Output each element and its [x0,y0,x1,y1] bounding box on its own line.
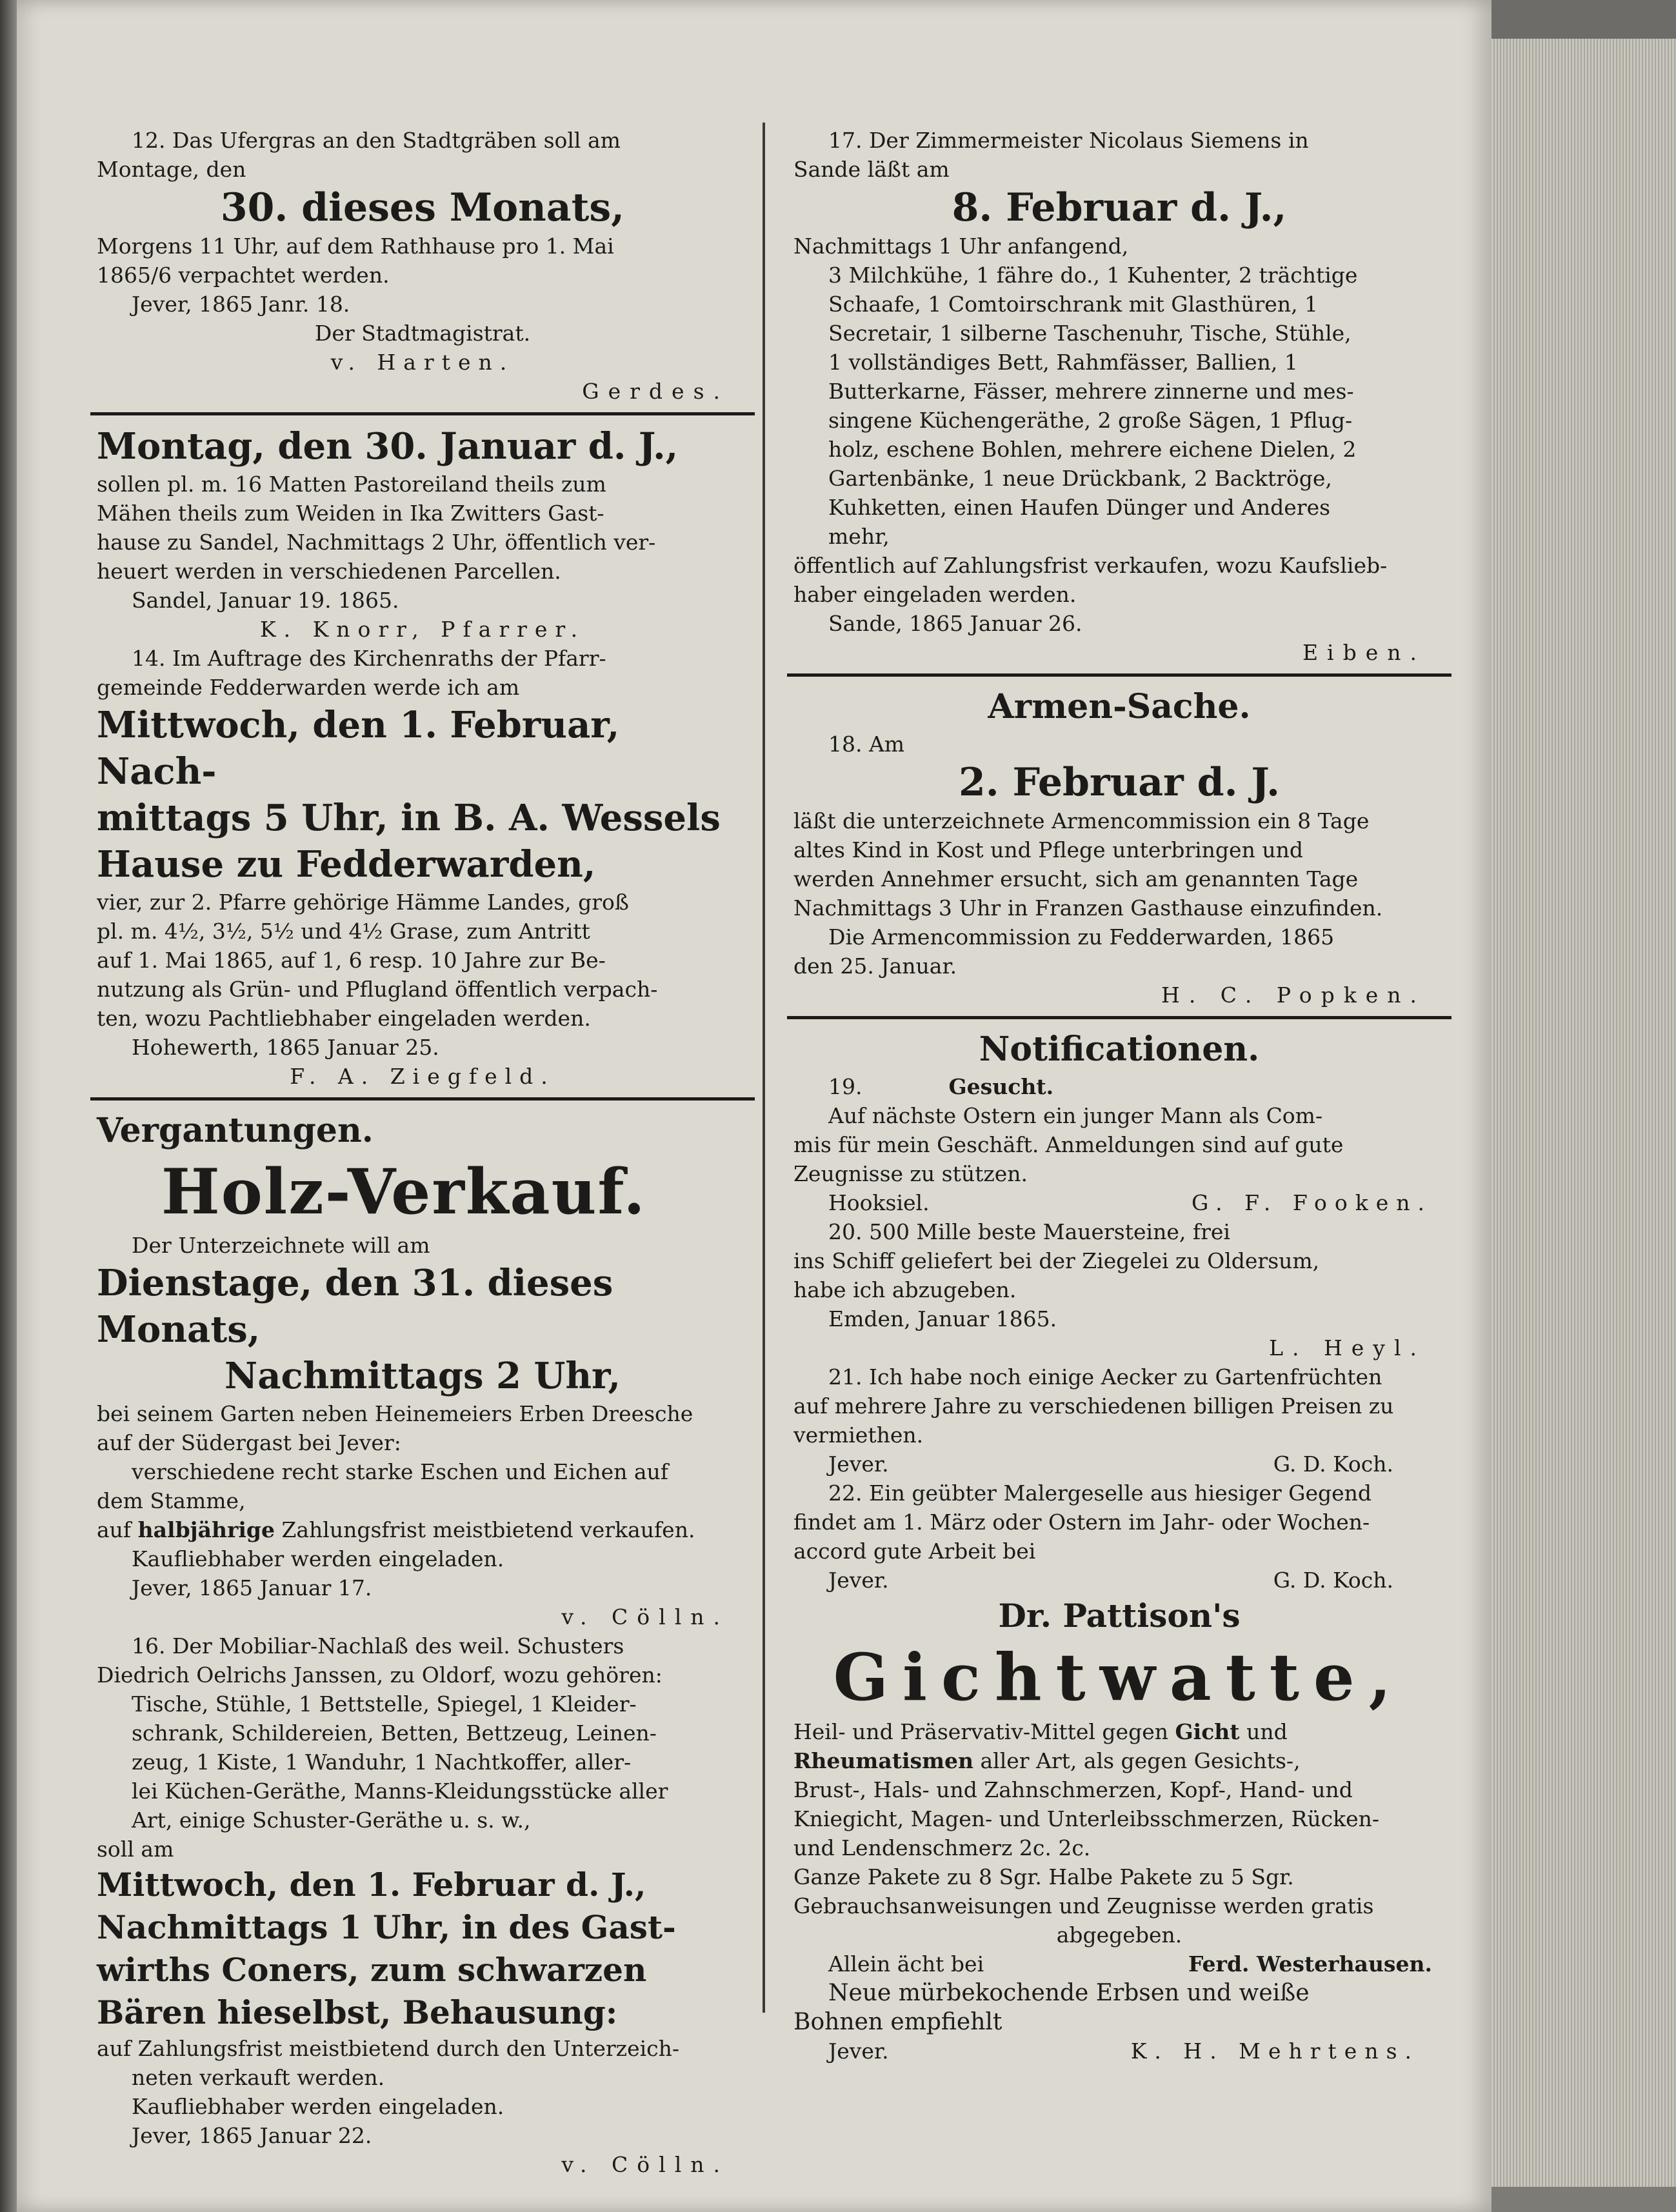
text-line: verschiedene recht starke Eschen und Eichen auf [132,1459,669,1484]
gichtwatte-advertisement [793,1595,1445,1978]
text-line: Nachmittags 3 Uhr in Franzen Gasthause einzufinden. [793,895,1383,921]
text-line: 1865/6 verpachtet werden. [97,263,390,288]
text-line: 12. Das Ufergras an den Stadtgräben soll am [132,128,621,153]
text-line: Brust-, Hals- und Zahnschmerzen, Kopf-, Hand- und [793,1777,1353,1802]
text-line: soll am [97,1837,174,1862]
notice-heading: Nachmittags 1 Uhr, in des Gast- [97,1908,676,1946]
text-line: Art, einige Schuster-Geräthe u. s. w., [132,1808,531,1833]
section-rule [787,673,1452,677]
notice-heading: 8. Februar d. J., [952,185,1287,230]
text-line [793,1746,1445,1775]
signature: G. F. Fooken. [1192,1190,1432,1215]
section-rule [90,412,755,415]
place-name: Hooksiel. [828,1190,930,1215]
notice-21 [793,1362,1445,1479]
merchant-name: Ferd. Westerhausen. [1188,1951,1432,1977]
text-line: 22. Ein geübter Malergeselle aus hiesiger Gegend [828,1480,1372,1506]
text-line: Nachmittags 1 Uhr anfangend, [793,234,1129,259]
text-line: haber eingeladen werden. [793,582,1077,607]
text-line: 1 vollständiges Bett, Rahmfässer, Ballien, 1 [828,350,1298,375]
text-line [793,1188,1445,1217]
text-line: Diedrich Oelrichs Janssen, zu Oldorf, wozu gehören: [97,1662,663,1688]
right-column [793,126,1445,2066]
signature: K. H. Mehrtens. [1130,2038,1419,2064]
text-line: 16. Der Mobiliar-Nachlaß des weil. Schusters [132,1633,624,1659]
text-fragment: Heil- und Präservativ-Mittel gegen [793,1719,1168,1744]
text-line: 14. Im Auftrage des Kirchenraths der Pfarr- [132,646,606,671]
text-line: 17. Der Zimmermeister Nicolaus Siemens in [828,128,1309,153]
text-line: dem Stamme, [97,1488,246,1513]
notice-12 [97,126,748,406]
text-line: holz, eschene Bohlen, mehrere eichene Dielen, 2 [828,437,1357,462]
text-line [793,2037,1445,2066]
notice-number: 19. [828,1074,863,1099]
notice-heading: Mittwoch, den 1. Februar, Nach- [97,704,620,793]
text-line: auf Zahlungsfrist meistbietend durch den Unterzeich- [97,2036,680,2061]
text-line: Bohnen empfiehlt [793,2009,1003,2035]
text-line: pl. m. 4½, 3½, 5½ und 4½ Grase, zum Antritt [97,919,590,944]
text-line: heuert werden in verschiedenen Parcellen. [97,559,561,584]
text-line: vier, zur 2. Pfarre gehörige Hämme Landes, groß [97,890,629,915]
text-line: Kuhketten, einen Haufen Dünger und Anderes [828,495,1331,520]
notice-heading: Gesucht. [948,1074,1054,1099]
notice-14 [97,644,748,1091]
notice-heading: Montag, den 30. Januar d. J., [97,425,679,468]
notice-heading: wirths Coners, zum schwarzen [97,1951,647,1989]
section-rule [90,1097,755,1101]
ad-title: Gichtwatte, [833,1639,1406,1715]
notice-13 [97,423,748,644]
notice-17 [793,126,1445,667]
notice-heading: 30. dieses Monats, [220,185,625,230]
place-name: Jever. [828,2038,889,2064]
notice-18 [793,730,1445,1010]
text-line: 3 Milchkühe, 1 fähre do., 1 Kuhenter, 2 trächtige [828,263,1358,288]
text-line: Kniegicht, Magen- und Unterleibsschmerzen, Rücken- [793,1806,1380,1831]
section-rule [787,1016,1452,1019]
text-emphasis: Rheumatismen [793,1748,973,1773]
book-top-edge [1491,0,1676,39]
text-line: Zeugnisse zu stützen. [793,1161,1028,1186]
notice-heading: Nachmittags 2 Uhr, [224,1355,621,1397]
text-line: Sandel, Januar 19. 1865. [132,588,399,613]
text-line: nutzung als Grün- und Pflugland öffentlich verpach- [97,977,658,1002]
signature: v. Cölln. [561,2152,729,2177]
text-line: Auf nächste Ostern ein junger Mann als Com- [828,1103,1323,1128]
text-line: Die Armencommission zu Fedderwarden, 1865 [828,924,1335,950]
signature: F. A. Ziegfeld. [290,1064,555,1089]
notice-19 [793,1072,1445,1217]
text-line [793,1717,1445,1746]
text-line: werden Annehmer ersucht, sich am genannten Tage [793,866,1359,892]
text-line: auf 1. Mai 1865, auf 1, 6 resp. 10 Jahre zur Be- [97,948,606,973]
text-line: Hohewerth, 1865 Januar 25. [132,1035,439,1060]
text-line: mis für mein Geschäft. Anmeldungen sind auf gute [793,1132,1344,1157]
text-line: Sande, 1865 Januar 26. [828,611,1082,636]
text-line: Emden, Januar 1865. [828,1306,1057,1331]
text-line: findet am 1. März oder Ostern im Jahr- oder Wochen- [793,1510,1370,1535]
text-line: Morgens 11 Uhr, auf dem Rathhause pro 1. Mai [97,234,614,259]
section-title-armen: Armen-Sache. [988,687,1251,726]
text-fragment: aller Art, als gegen Gesichts-, [980,1748,1301,1773]
text-line: gemeinde Fedderwarden werde ich am [97,675,520,700]
text-line: habe ich abzugeben. [793,1277,1017,1302]
page-stack-edge [1491,39,1676,2187]
text-line: läßt die unterzeichnete Armencommission ein 8 Tage [793,808,1370,833]
signature: Eiben. [1302,640,1426,665]
text-line: bei seinem Garten neben Heinemeiers Erben Dreesche [97,1401,693,1426]
text-line: 18. Am [828,732,905,757]
notice-heading: Mittwoch, den 1. Februar d. J., [97,1866,646,1904]
text-line: sollen pl. m. 16 Matten Pastoreiland theils zum [97,472,606,497]
signature: K. Knorr, Pfarrer. [259,617,586,642]
text-line: Jever, 1865 Januar 22. [132,2123,372,2148]
text-line: Gebrauchsanweisungen und Zeugnisse werden gratis [793,1893,1374,1918]
place-name: Jever. [828,1568,889,1593]
text-line [793,1566,1445,1595]
section-title-vergantungen: Vergantungen. [97,1111,374,1150]
text-line: zeug, 1 Kiste, 1 Wanduhr, 1 Nachtkoffer, aller- [132,1749,632,1775]
text-line: hause zu Sandel, Nachmittags 2 Uhr, öffentlich ver- [97,530,656,555]
text-line: Ganze Pakete zu 8 Sgr. Halbe Pakete zu 5 Sgr. [793,1864,1294,1889]
place-name: Jever. [828,1451,889,1477]
signature: G. D. Koch. [1273,1568,1393,1593]
notice-20 [793,1217,1445,1362]
text-line: vermiethen. [793,1422,924,1448]
signature: H. C. Popken. [1161,982,1426,1008]
text-emphasis: Gicht [1175,1719,1240,1744]
text-line: Der Unterzeichnete will am [132,1233,430,1258]
text-line: den 25. Januar. [793,953,957,979]
text-line [793,1949,1445,1978]
text-fragment: auf [97,1517,132,1542]
erbsen-advertisement [793,1978,1445,2066]
text-line: Kaufliebhaber werden eingeladen. [132,1546,504,1571]
notice-heading: 2. Februar d. J. [959,760,1280,805]
text-line: Butterkarne, Fässer, mehrere zinnerne und mes- [828,379,1354,404]
notice-heading: Hause zu Fedderwarden, [97,843,596,886]
text-line [793,1072,1445,1101]
text-line [97,1515,748,1544]
text-line: neten verkauft werden. [132,2065,385,2090]
text-line: auf der Südergast bei Jever: [97,1430,401,1455]
text-fragment: Zahlungsfrist meistbietend verkaufen. [281,1517,695,1542]
text-line: singene Küchengeräthe, 2 große Sägen, 1 Pflug- [828,408,1353,433]
text-line: Schaafe, 1 Comtoirschrank mit Glasthüren, 1 [828,292,1319,317]
book-spine [0,0,17,2212]
text-line: Montage, den [97,157,246,182]
text-line [793,1450,1445,1479]
signature: L. Heyl. [1269,1335,1426,1360]
text-line: Gartenbänke, 1 neue Drückbank, 2 Backtröge, [828,466,1332,491]
column-divider [763,123,765,2013]
signature: v. Cölln. [561,1604,729,1629]
notice-heading: mittags 5 Uhr, in B. A. Wessels [97,797,721,839]
text-line: 20. 500 Mille beste Mauersteine, frei [828,1219,1230,1244]
notice-16 [97,1631,748,2179]
signature: Gerdes. [582,379,729,404]
ad-brand: Dr. Pattison's [998,1597,1241,1635]
text-line: schrank, Schildereien, Betten, Bettzeug, Leinen- [132,1720,657,1746]
text-fragment: Allein ächt bei [828,1951,984,1977]
notice-heading: Dienstage, den 31. dieses Monats, [97,1262,614,1351]
text-line: auf mehrere Jahre zu verschiedenen billigen Preisen zu [793,1393,1394,1419]
text-line: Tische, Stühle, 1 Bettstelle, Spiegel, 1 Kleider- [132,1691,637,1717]
notice-15 [97,1153,748,1631]
text-fragment: und [1246,1719,1288,1744]
text-line: Kaufliebhaber werden eingeladen. [132,2094,504,2119]
text-line: Mähen theils zum Weiden in Ika Zwitters Gast- [97,501,604,526]
text-line: Der Stadtmagistrat. [314,321,531,346]
text-line: Jever, 1865 Januar 17. [132,1575,372,1600]
text-line: Neue mürbekochende Erbsen und weiße [828,1980,1310,2006]
signature: v. Harten. [330,350,515,375]
text-line: mehr, [828,524,890,549]
text-line: Jever, 1865 Janr. 18. [132,292,350,317]
text-line: ten, wozu Pachtliebhaber eingeladen werden. [97,1006,591,1031]
text-line: 21. Ich habe noch einige Aecker zu Gartenfrüchten [828,1364,1382,1390]
text-line: abgegeben. [1056,1922,1182,1948]
text-line: Secretair, 1 silberne Taschenuhr, Tische, Stühle, [828,321,1352,346]
text-emphasis: halbjährige [137,1517,275,1542]
notice-22 [793,1479,1445,1595]
notice-heading: Bären hieselbst, Behausung: [97,1993,618,2031]
text-line: und Lendenschmerz 2c. 2c. [793,1835,1091,1860]
signature: G. D. Koch. [1273,1451,1393,1477]
text-line: öffentlich auf Zahlungsfrist verkaufen, wozu Kaufslieb- [793,553,1388,578]
ad-title: Holz-Verkauf. [161,1155,646,1228]
text-line: Sande läßt am [793,157,950,182]
left-column [97,126,748,2179]
text-line: lei Küchen-Geräthe, Manns-Kleidungsstücke aller [132,1779,668,1804]
section-title-notificationen: Notificationen. [979,1030,1260,1069]
text-line: altes Kind in Kost und Pflege unterbringen und [793,837,1303,862]
text-line: ins Schiff geliefert bei der Ziegelei zu Oldersum, [793,1248,1320,1273]
text-line: accord gute Arbeit bei [793,1539,1036,1564]
